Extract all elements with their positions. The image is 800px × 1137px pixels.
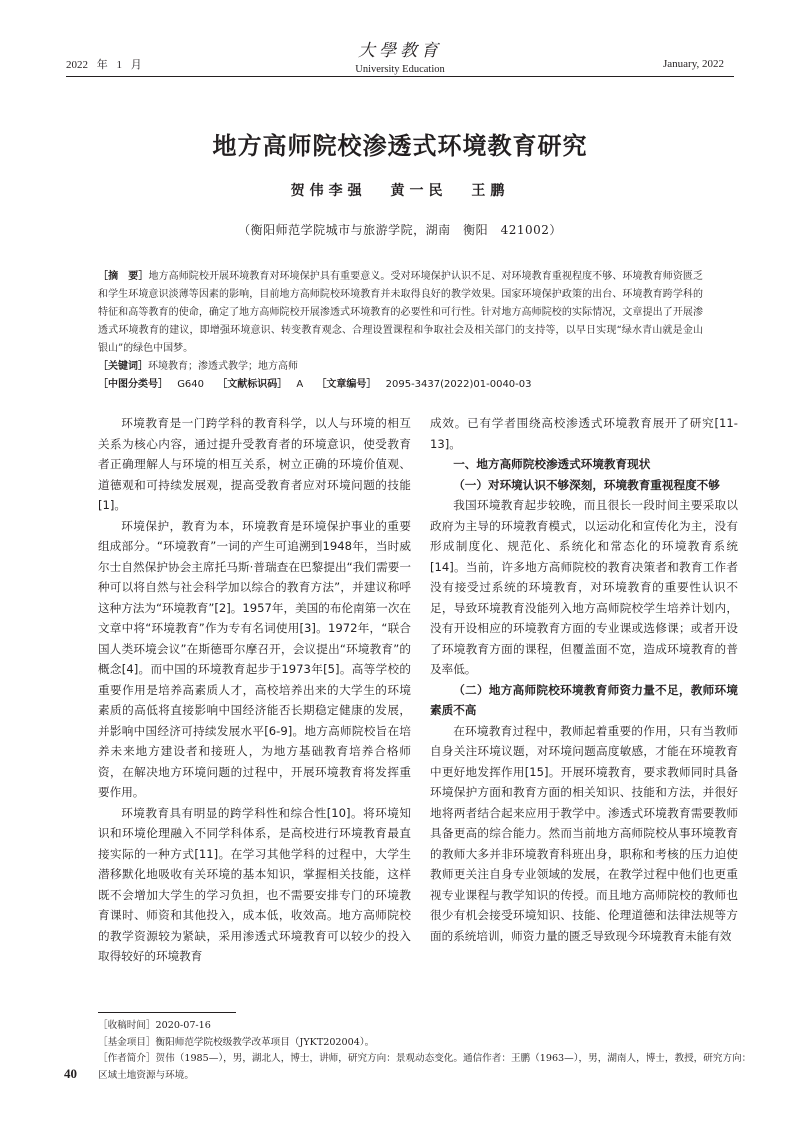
abstract-label: ［摘 要］ xyxy=(98,271,149,282)
header-rule xyxy=(66,76,734,77)
clc-label: ［中图分类号］ xyxy=(98,379,168,390)
author-bio: ［作者简介］贺伟（1985—），男，湖北人，博士，讲师，研究方向：景观动态变化。通信作者：王鹏（1963—），男，湖南人，博士，教授，研究方向：区域土地资源与环境。 xyxy=(98,1053,752,1081)
body-column-left xyxy=(98,413,411,967)
keywords-text: 环境教育；渗透式教学；地方高师 xyxy=(148,361,298,372)
body-column-right xyxy=(430,413,738,946)
article-number-value: 2095-3437(2022)01-0040-03 xyxy=(385,379,532,390)
article-affiliation: （衡阳师范学院城市与旅游学院，湖南 衡阳 421002） xyxy=(238,223,562,237)
keywords-line xyxy=(98,358,703,376)
abstract-text: 地方高师院校开展环境教育对环境保护具有重要意义。受对环境保护认识不足、对环境教育重视程度不够、环境教育师资匮乏和学生环境意识淡薄等因素的影响，目前地方高师院校环境教育并未取得良好的教学效果。国家环境保护政策的出台、环境教育跨学科的特征和高等教育的使命，确定了地方高师院校开展渗透式环境教育的必要性和可行性。针对地方高师院校的实际情况，文章提出了开展渗透式环境教育的建议，即增强环境意识、转变教育观念、合理设置课程和争取社会及相关部门的支持等，以早日实现“绿水青山就是金山银山”的绿色中国梦。 xyxy=(98,271,704,354)
article-number-label: ［文章编号］ xyxy=(316,379,377,390)
subsection-heading: （二）地方高师院校环境教育师资力量不足，教师环境素质不高 xyxy=(430,682,738,717)
article-authors: 贺伟李强 黄一民 王鹏 xyxy=(290,183,510,199)
page-number: 40 xyxy=(64,1066,77,1081)
subsection-heading: （一）对环境认识不够深刻，环境教育重视程度不够 xyxy=(453,477,720,492)
body-paragraph: 成效。已有学者围绕高校渗透式环境教育展开了研究[11-13]。 xyxy=(430,416,738,451)
footnotes-block xyxy=(98,1018,758,1084)
body-paragraph: 我国环境教育起步较晚，而且很长一段时间主要采取以政府为主导的环境教育模式，以运动化和宣传化为主，没有形成制度化、规范化、系统化和常态化的环境教育系统[14]。当前，许多地方高师院校的教育决策者和教育工作者没有接受过系统的环境教育，对环境教育的重要性认识不足，导致环境教育没能列入地方高师院校学生培养计划内，没有开设相应的环境教育方面的专业课或选修课；或者开设了环境教育方面的课程，但覆盖面不宽，造成环境教育的普及率低。 xyxy=(430,498,738,676)
footnote-rule xyxy=(98,1012,236,1013)
header-date-en: January, 2022 xyxy=(663,58,724,70)
keywords-label: ［关键词］ xyxy=(98,361,148,372)
clc-value: G640 xyxy=(177,379,205,390)
body-paragraph: 在环境教育过程中，教师起着重要的作用，只有当教师自身关注环境议题，对环境问题高度敏感，才能在环境教育中更好地发挥作用[15]。开展环境教育，要求教师同时具备环境保护方面和教育方面的相关知识、技能和方法，并很好地将两者结合起来应用于教学中。渗透式环境教育需要教师具备更高的综合能力。然而当前地方高师院校从事环境教育的教师大多并非环境教育科班出身，职称和考核的压力迫使教师更关注自身专业领域的发展，在教学过程中他们也更重视专业课程与教学知识的传授。而且地方高师院校的教师也很少有机会接受环境知识、技能、伦理道德和法律法规等方面的系统培训，师资力量的匮乏导致现今环境教育未能有效 xyxy=(430,723,738,943)
classification-line xyxy=(98,376,703,394)
received-date: ［收稿时间］2020-07-16 xyxy=(98,1020,211,1031)
journal-name-en: University Education xyxy=(355,64,445,75)
body-paragraph: 环境教育具有明显的跨学科性和综合性[10]。将环境知识和环境伦理融入不同学科体系，是高校进行环境教育最直接实际的一种方式[11]。在学习其他学科的过程中，大学生潜移默化地吸收有关环境的基本知识，掌握相关技能，这样既不会增加大学生的学习负担，也不需要安排专门的环境教育课时、师资和其他投入，成本低，收效高。地方高师院校的教学资源较为紧缺，采用渗透式环境教育可以较少的投入取得较好的环境教育 xyxy=(98,805,411,963)
body-paragraph: 环境教育是一门跨学科的教育科学，以人与环境的相互关系为核心内容，通过提升受教育者的环境意识，使受教育者正确理解人与环境的相互关系，树立正确的环境价值观、道德观和可持续发展观，提高受教育者应对环境问题的技能[1]。 xyxy=(98,416,411,512)
header-date-cn: 2022 年 1 月 xyxy=(66,59,142,71)
journal-logo: 大學教育 xyxy=(358,41,442,61)
section-heading: 一、地方高师院校渗透式环境教育现状 xyxy=(453,457,651,471)
doc-code-label: ［文献标识码］ xyxy=(217,379,288,390)
article-title: 地方高师院校渗透式环境教育研究 xyxy=(212,132,588,160)
abstract-block xyxy=(98,268,703,394)
body-paragraph: 环境保护，教育为本，环境教育是环境保护事业的重要组成部分。“环境教育”一词的产生可追溯到1948年，当时威尔士自然保护协会主席托马斯·普瑞查在巴黎提出“我们需要一种可以将自然与社会科学加以综合的教育方法”，并建议称呼这种方法为“环境教育”[2]。1957年，美国的布伦南第一次在文章中将“环境教育”作为专有名词使用[3]。1972年，“联合国人类环境会议”在斯德哥尔摩召开，会议提出“环境教育”的概念[4]。而中国的环境教育起步于1973年[5]。高等学校的重要作用是培养高素质人才，高校培养出来的大学生的环境素质的高低将直接影响中国经济能否长期稳定健康的发展，并影响中国经济可持续发展水平[6-9]。地方高师院校旨在培养未来地方建设者和接班人，为地方基础教育培养合格师资，在解决地方环境问题的过程中，开展环境教育将发挥重要作用。 xyxy=(98,518,412,799)
abstract-paragraph xyxy=(98,268,703,358)
fund-project: ［基金项目］衡阳师范学院校级教学改革项目（JYKT202004）。 xyxy=(98,1036,375,1048)
doc-code-value: A xyxy=(296,379,304,390)
